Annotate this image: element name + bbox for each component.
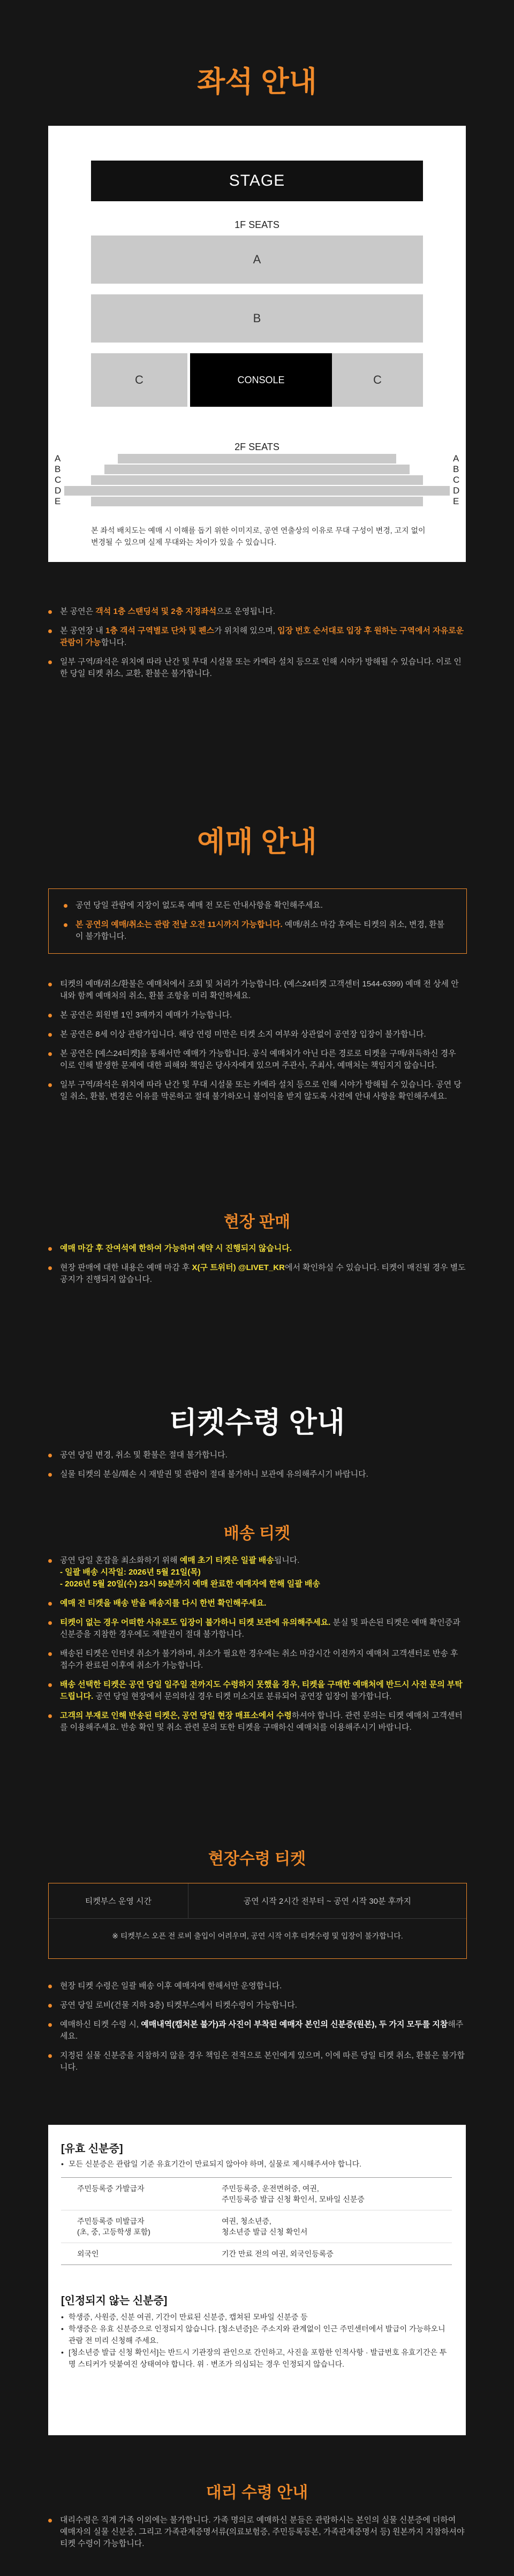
tier-e: [91, 497, 423, 506]
floor2-label: 2F SEATS: [235, 442, 279, 452]
valid-id-type: 주민등록증 가발급자: [77, 2184, 145, 2193]
delivery-title: 배송 티켓: [223, 1525, 291, 1542]
ticket-note-1: 공연 당일 변경, 취소 및 환불은 절대 불가합니다.: [48, 1449, 466, 1461]
booking-note-5: 일부 구역/좌석은 위치에 따라 난간 및 무대 시설물 또는 카메라 설치 등으로 인해 시야가 방해될 수 있습니다. 공연 당일 취소, 환불, 변경은 이유를 막론하고 절대 불가하오니 불이익을 받지 않도록 사전에 안내 사항을 확인해주세요.: [48, 1079, 466, 1103]
invalid-id-item: • 학생증은 유효 신분증으로 인정되지 않습니다. [청소년증]은 주소지와 관계없이 인근 주민센터에서 발급이 가능하오니 관람 전 미리 신청해 주세요.: [61, 2323, 452, 2346]
booking-box-2: 본 공연의 예매/취소는 관람 전날 오전 11시까지 가능합니다. 예매/취소 마감 후에는 티켓의 취소, 변경, 환불이 불가합니다.: [64, 919, 451, 943]
delivery-note-3: 티켓이 없는 경우 어떠한 사유로도 입장이 불가하니 티켓 보관에 유의해주세요. 분실 및 파손된 티켓은 예매 확인증과 신분증을 지참한 경우에도 재발권이 절대 불가합니다.: [48, 1617, 466, 1640]
proxy-note: 대리수령은 직계 가족 이외에는 불가합니다. 가족 명의로 예매하신 분들은 관람하시는 본인의 실물 신분증에 더하여 예매자의 실물 신분증, 그리고 가족관계증명서류(의료보험증, 주민등록등본, 가족관계증명서 등) 원본까지 지참하셔야 티켓 수령이 가능합니다.: [48, 2514, 466, 2550]
onsite-pickup-note-2: 공연 당일 로비(건물 지하 3층) 티켓부스에서 티켓수령이 가능합니다.: [48, 2000, 466, 2011]
onsite-pickup-note-4: 지정된 실물 신분증을 지참하지 않을 경우 책임은 전적으로 본인에게 있으며, 이에 따른 당일 티켓 취소, 환불은 불가합니다.: [48, 2050, 466, 2073]
booking-note-4: 본 공연은 [예스24티켓]을 통해서만 예매가 가능합니다. 공식 예매처가 아닌 다른 경로로 티켓을 구매/취득하신 경우 이로 인해 발생한 문제에 대한 피해와 책임은 당사자에게 있으며 주관사, 주최사, 예매처는 책임지지 않습니다.: [48, 1048, 466, 1072]
onsite-sale-note-2: 현장 판매에 대한 내용은 예매 마감 후 X(구 트위터) @LIVET_KR에서 확인하실 수 있습니다. 티켓이 매진될 경우 별도 공지가 진행되지 않습니다.: [48, 1262, 466, 1286]
invalid-id-item: • [청소년증 발급 신청 확인서]는 반드시 기관장의 관인으로 간인하고, 사진을 포함한 인적사항 · 발급번호 유효기간은 투명 스티커가 덧붙여진 상태여야 합니다. 위 · 변조가 의심되는 경우 인정되지 않습니다.: [61, 2346, 452, 2370]
onsite-sale-notes: [48, 1243, 466, 1293]
tier-c: [91, 475, 423, 485]
booking-note-2: 본 공연은 회원별 1인 3매까지 예매가 가능합니다.: [48, 1009, 466, 1021]
booking-title: 예매 안내: [197, 826, 317, 858]
valid-id-docs: 여권, 청소년증, 청소년증 발급 신청 확인서: [222, 2217, 308, 2236]
onsite-sale-section: [0, 1209, 514, 1232]
ticket-booth-note: ※ 티켓부스 오픈 전 로비 출입이 어려우며, 공연 시작 이후 티켓수령 및 입장이 불가합니다.: [112, 1932, 403, 1940]
ticket-notes: [48, 1449, 466, 1488]
block-a: A: [91, 235, 423, 284]
delivery-note-2: 예매 전 티켓을 배송 받을 배송지를 다시 한번 확인해주세요.: [48, 1598, 466, 1609]
block-b: B: [91, 294, 423, 343]
invalid-id-list: [61, 2311, 452, 2370]
id-card-box: [48, 2125, 466, 2435]
delivery-note-6: 고객의 부재로 인해 반송된 티켓은, 공연 당일 현장 매표소에서 수령하셔야 합니다. 관련 문의는 티켓 예매처 고객센터를 이용해주세요. 반송 확인 및 취소 관련 문의 또한 티켓을 구매하신 예매처를 이용해주시기 바랍니다.: [48, 1710, 466, 1734]
invalid-id-item: • 학생증, 사원증, 신분 여권, 기간이 만료된 신분증, 캡쳐된 모바일 신분증 등: [61, 2311, 452, 2323]
valid-id-row: [61, 2243, 452, 2265]
valid-id-docs: 주민등록증, 운전면허증, 여권, 주민등록증 발급 신청 확인서, 모바일 신분증: [222, 2184, 365, 2203]
tier-a: [118, 454, 396, 463]
booking-box-1: 공연 당일 관람에 지장이 없도록 예매 전 모든 안내사항을 확인해주세요.: [64, 900, 451, 911]
onsite-pickup-notes: [48, 1980, 466, 2081]
booking-section: [0, 819, 514, 860]
rows-right: A B C D E: [453, 453, 460, 506]
rows-left: A B C D E: [55, 453, 62, 506]
valid-id-type: 주민등록증 미발급자 (초, 중, 고등학생 포함): [77, 2217, 150, 2236]
seat-note-3: 일부 구역/좌석은 위치에 따라 난간 및 무대 시설물 또는 카메라 설치 등으로 인해 시야가 방해될 수 있습니다. 이로 인한 당일 티켓 취소, 교환, 환불은 불가합니다.: [48, 656, 466, 680]
seat-map: [48, 126, 466, 562]
proxy-title: 대리 수령 안내: [206, 2484, 308, 2502]
stage-block: STAGE: [91, 161, 423, 201]
seat-map-note: 본 좌석 배치도는 예매 시 이해를 돕기 위한 이미지로, 공연 연출상의 이유로 무대 구성이 변경, 고지 없이 변경될 수 있으며 실제 무대와는 차이가 있을 수 있습니다.: [91, 526, 426, 546]
valid-id-row: [61, 2210, 452, 2243]
valid-id-row: [61, 2178, 452, 2210]
onsite-sale-title: 현장 판매: [223, 1213, 291, 1231]
ticket-booth-header: 티켓부스 운영 시간: [49, 1883, 188, 1918]
valid-id-docs: 기간 만료 전의 여권, 외국인등록증: [222, 2250, 334, 2258]
seat-section: [0, 59, 514, 100]
onsite-pickup-note-3: 예매하신 티켓 수령 시, 예매내역(캡처본 불가)과 사진이 부착된 예매자 본인의 신분증(원본), 두 가지 모두를 지참해주세요.: [48, 2019, 466, 2042]
ticket-booth-hours: 공연 시작 2시간 전부터 ~ 공연 시작 30분 후까지: [243, 1897, 412, 1906]
proxy-notes: [48, 2514, 466, 2557]
onsite-sale-note-1: 예매 마감 후 잔여석에 한하여 가능하며 예약 시 진행되지 않습니다.: [48, 1243, 466, 1255]
ticket-section: [0, 1400, 514, 1441]
onsite-pickup-section: [0, 1845, 514, 1869]
delivery-note-4: 배송된 티켓은 인터넷 취소가 불가하며, 취소가 필요한 경우에는 취소 마감시간 이전까지 예매처 고객센터로 반송 후 접수가 완료된 이후에 취소가 가능합니다.: [48, 1648, 466, 1671]
onsite-pickup-title: 현장수령 티켓: [208, 1850, 306, 1868]
seat-note-1: 본 공연은 객석 1층 스탠딩석 및 2층 지정좌석으로 운영됩니다.: [48, 606, 466, 618]
seat-note-2: 본 공연장 내 1층 객석 구역별로 단차 및 펜스가 위치해 있으며, 입장 번호 순서대로 입장 후 원하는 구역에서 자유로운 관람이 가능합니다.: [48, 625, 466, 649]
booking-note-3: 본 공연은 8세 이상 관람가입니다. 해당 연령 미만은 티켓 소지 여부와 상관없이 공연장 입장이 불가합니다.: [48, 1029, 466, 1040]
ticket-note-2: 실물 티켓의 분실/훼손 시 재발권 및 관람이 절대 불가하니 보관에 유의해주시기 바랍니다.: [48, 1469, 466, 1480]
ticket-booth-row: [49, 1883, 466, 1919]
valid-id-title: [유효 신분증]: [61, 2143, 123, 2155]
delivery-section: [0, 1520, 514, 1544]
ticket-title: 티켓수령 안내: [169, 1407, 345, 1439]
onsite-pickup-note-1: 현장 티켓 수령은 일괄 배송 이후 예매자에 한해서만 운영합니다.: [48, 1980, 466, 1992]
valid-id-table: [61, 2177, 452, 2265]
booking-notice-box: [48, 888, 467, 954]
seat-notes: [48, 606, 466, 687]
booking-notes: [48, 978, 466, 1110]
invalid-id-title: [인정되지 않는 신분증]: [61, 2295, 168, 2307]
floor1-label: 1F SEATS: [235, 219, 279, 230]
tier-d: [64, 486, 450, 496]
block-c-left: C: [91, 353, 187, 407]
delivery-note-1: 공연 당일 혼잡을 최소화하기 위해 예매 초기 티켓은 일괄 배송됩니다. - 일괄 배송 시작일: 2026년 5월 21일(목) - 2026년 5월 20일(수) 23시 59분까지 예매 완료한 예매자에 한해 일괄 배송: [48, 1555, 466, 1590]
booking-note-1: 티켓의 예매/취소/환불은 예매처에서 조회 및 처리가 가능합니다. (예스24티켓 고객센터 1544-6399) 예매 전 상세 안내와 함께 예매처의 취소, 환불 조항을 미리 확인하세요.: [48, 978, 466, 1002]
seat-title: 좌석 안내: [197, 66, 317, 98]
delivery-note-5: 배송 선택한 티켓은 공연 당일 일주일 전까지도 수령하지 못했을 경우, 티켓을 구매한 예매처에 반드시 사전 문의 부탁드립니다. 공연 당일 현장에서 문의하실 경우 티켓 미소지로 분류되어 공연장 입장이 불가합니다.: [48, 1679, 466, 1703]
valid-id-type: 외국인: [77, 2250, 99, 2258]
proxy-section: [0, 2479, 514, 2503]
ticket-booth-table: [48, 1883, 467, 1959]
valid-id-note-list: [61, 2158, 452, 2170]
console-block: CONSOLE: [190, 353, 332, 407]
block-c-right: C: [332, 353, 423, 407]
valid-id-note: • 모든 신분증은 관람일 기준 유효기간이 만료되지 않아야 하며, 실물로 제시해주셔야 합니다.: [61, 2158, 452, 2170]
delivery-notes: [48, 1555, 466, 1741]
tier-b: [104, 465, 410, 474]
